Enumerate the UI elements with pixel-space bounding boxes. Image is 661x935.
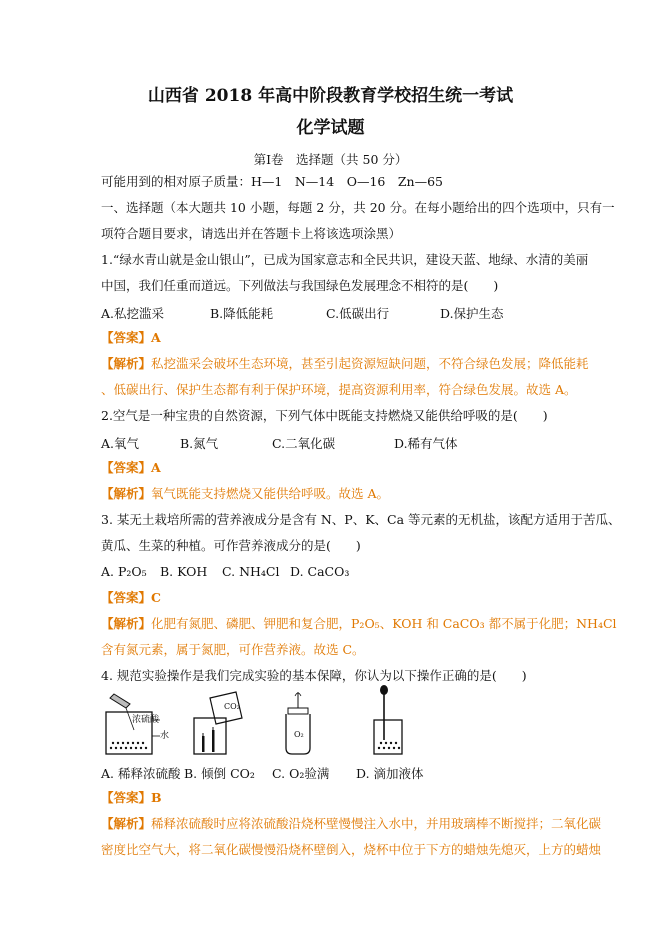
q3-explanation-line-1 xyxy=(101,616,617,632)
q1-option-d: D.保护生态 xyxy=(440,306,504,321)
figure-label-acid: 浓硫酸 xyxy=(132,715,160,725)
q1-answer: 【答案】A xyxy=(101,330,161,345)
q3-answer: 【答案】C xyxy=(101,590,161,605)
q4-option-c: C. O₂验满 xyxy=(272,766,330,781)
section-heading: 第Ⅰ卷 选择题（共 50 分） xyxy=(253,152,408,167)
q4-answer: 【答案】B xyxy=(101,790,162,805)
q4-explanation-text: 稀释浓硫酸时应将浓硫酸沿烧杯壁慢慢注入水中，并用玻璃棒不断搅拌；二氧化碳 xyxy=(151,816,602,831)
q3-option-a: A. P₂O₅ xyxy=(101,564,147,579)
page-title: 山西省 2018 年高中阶段教育学校招生统一考试 xyxy=(147,86,514,106)
figure-dropper xyxy=(372,684,406,758)
q3-option-d: D. CaCO₃ xyxy=(290,564,350,579)
q1-explanation-line-2: 、低碳出行、保护生态都有利于保护环境，提高资源利用率，符合绿色发展。故选 A。 xyxy=(101,382,577,397)
q2-option-b: B.氮气 xyxy=(180,436,219,451)
figure-o2-test xyxy=(278,690,318,758)
instructions-line-1: 一、选择题（本大题共 10 小题，每题 2 分，共 20 分。在每小题给出的四个选项中，只有一 xyxy=(101,200,615,215)
figure-label-co2: CO₂ xyxy=(224,702,240,711)
q1-stem-line-2: 中国，我们任重而道远。下列做法与我国绿色发展理念不相符的是( ) xyxy=(101,278,499,293)
q3-explanation-line-2: 含有氮元素，属于氮肥，可作营养液。故选 C。 xyxy=(101,642,365,657)
q4-explanation-tag: 【解析】 xyxy=(101,816,152,831)
q1-stem-line-1: 1.“绿水青山就是金山银山”，已成为国家意志和全民共识，建设天蓝、地绿、水清的美丽 xyxy=(101,252,589,267)
figure-label-water: 水 xyxy=(160,731,170,741)
q2-explanation-tag: 【解析】 xyxy=(101,486,152,501)
atomic-masses: 可能用到的相对原子质量：H—1 N—14 O—16 Zn—65 xyxy=(101,174,443,189)
q1-explanation-text: 私挖滥采会破坏生态环境，甚至引起资源短缺问题，不符合绿色发展；降低能耗 xyxy=(151,356,589,371)
q4-explanation-line-1 xyxy=(101,816,601,832)
instructions-line-2: 项符合题目要求，请选出并在答题卡上将该选项涂黑） xyxy=(101,226,402,241)
q4-option-d: D. 滴加液体 xyxy=(356,766,424,781)
q4-option-b: B. 倾倒 CO₂ xyxy=(184,766,255,781)
q1-option-a: A.私挖滥采 xyxy=(101,306,165,321)
figure-pour-co2 xyxy=(190,690,250,758)
q2-option-d: D.稀有气体 xyxy=(394,436,458,451)
q3-option-c: C. NH₄Cl xyxy=(222,564,280,579)
q1-option-c: C.低碳出行 xyxy=(326,306,390,321)
q3-explanation-tag: 【解析】 xyxy=(101,616,152,631)
q4-explanation-line-2: 密度比空气大，将二氧化碳慢慢沿烧杯壁倒入，烧杯中位于下方的蜡烛先熄灭，上方的蜡烛 xyxy=(101,842,602,857)
q2-answer: 【答案】A xyxy=(101,460,161,475)
q2-option-c: C.二氧化碳 xyxy=(272,436,336,451)
q2-explanation-text: 氧气既能支持燃烧又能供给呼吸。故选 A。 xyxy=(151,486,390,501)
q2-explanation xyxy=(101,486,389,502)
q4-option-a: A. 稀释浓硫酸 xyxy=(101,766,181,781)
q1-explanation-tag: 【解析】 xyxy=(101,356,152,371)
page-subtitle: 化学试题 xyxy=(296,118,365,138)
q3-explanation-text: 化肥有氮肥、磷肥、钾肥和复合肥，P₂O₅、KOH 和 CaCO₃ 都不属于化肥；NH₄Cl xyxy=(151,616,617,631)
figure-label-o2: O₂ xyxy=(294,730,304,739)
q4-stem: 4. 规范实验操作是我们完成实验的基本保障，你认为以下操作正确的是( ) xyxy=(101,668,527,683)
q1-explanation-line-1 xyxy=(101,356,589,372)
q2-stem: 2.空气是一种宝贵的自然资源，下列气体中既能支持燃烧又能供给呼吸的是( ) xyxy=(101,408,548,423)
q3-stem-line-1: 3. 某无土栽培所需的营养液成分是含有 N、P、K、Ca 等元素的无机盐，该配方适用于苦瓜、 xyxy=(101,512,621,527)
q3-stem-line-2: 黄瓜、生菜的种植。可作营养液成分的是( ) xyxy=(101,538,361,553)
q2-option-a: A.氧气 xyxy=(101,436,140,451)
q1-option-b: B.降低能耗 xyxy=(210,306,274,321)
q3-option-b: B. KOH xyxy=(160,564,208,579)
